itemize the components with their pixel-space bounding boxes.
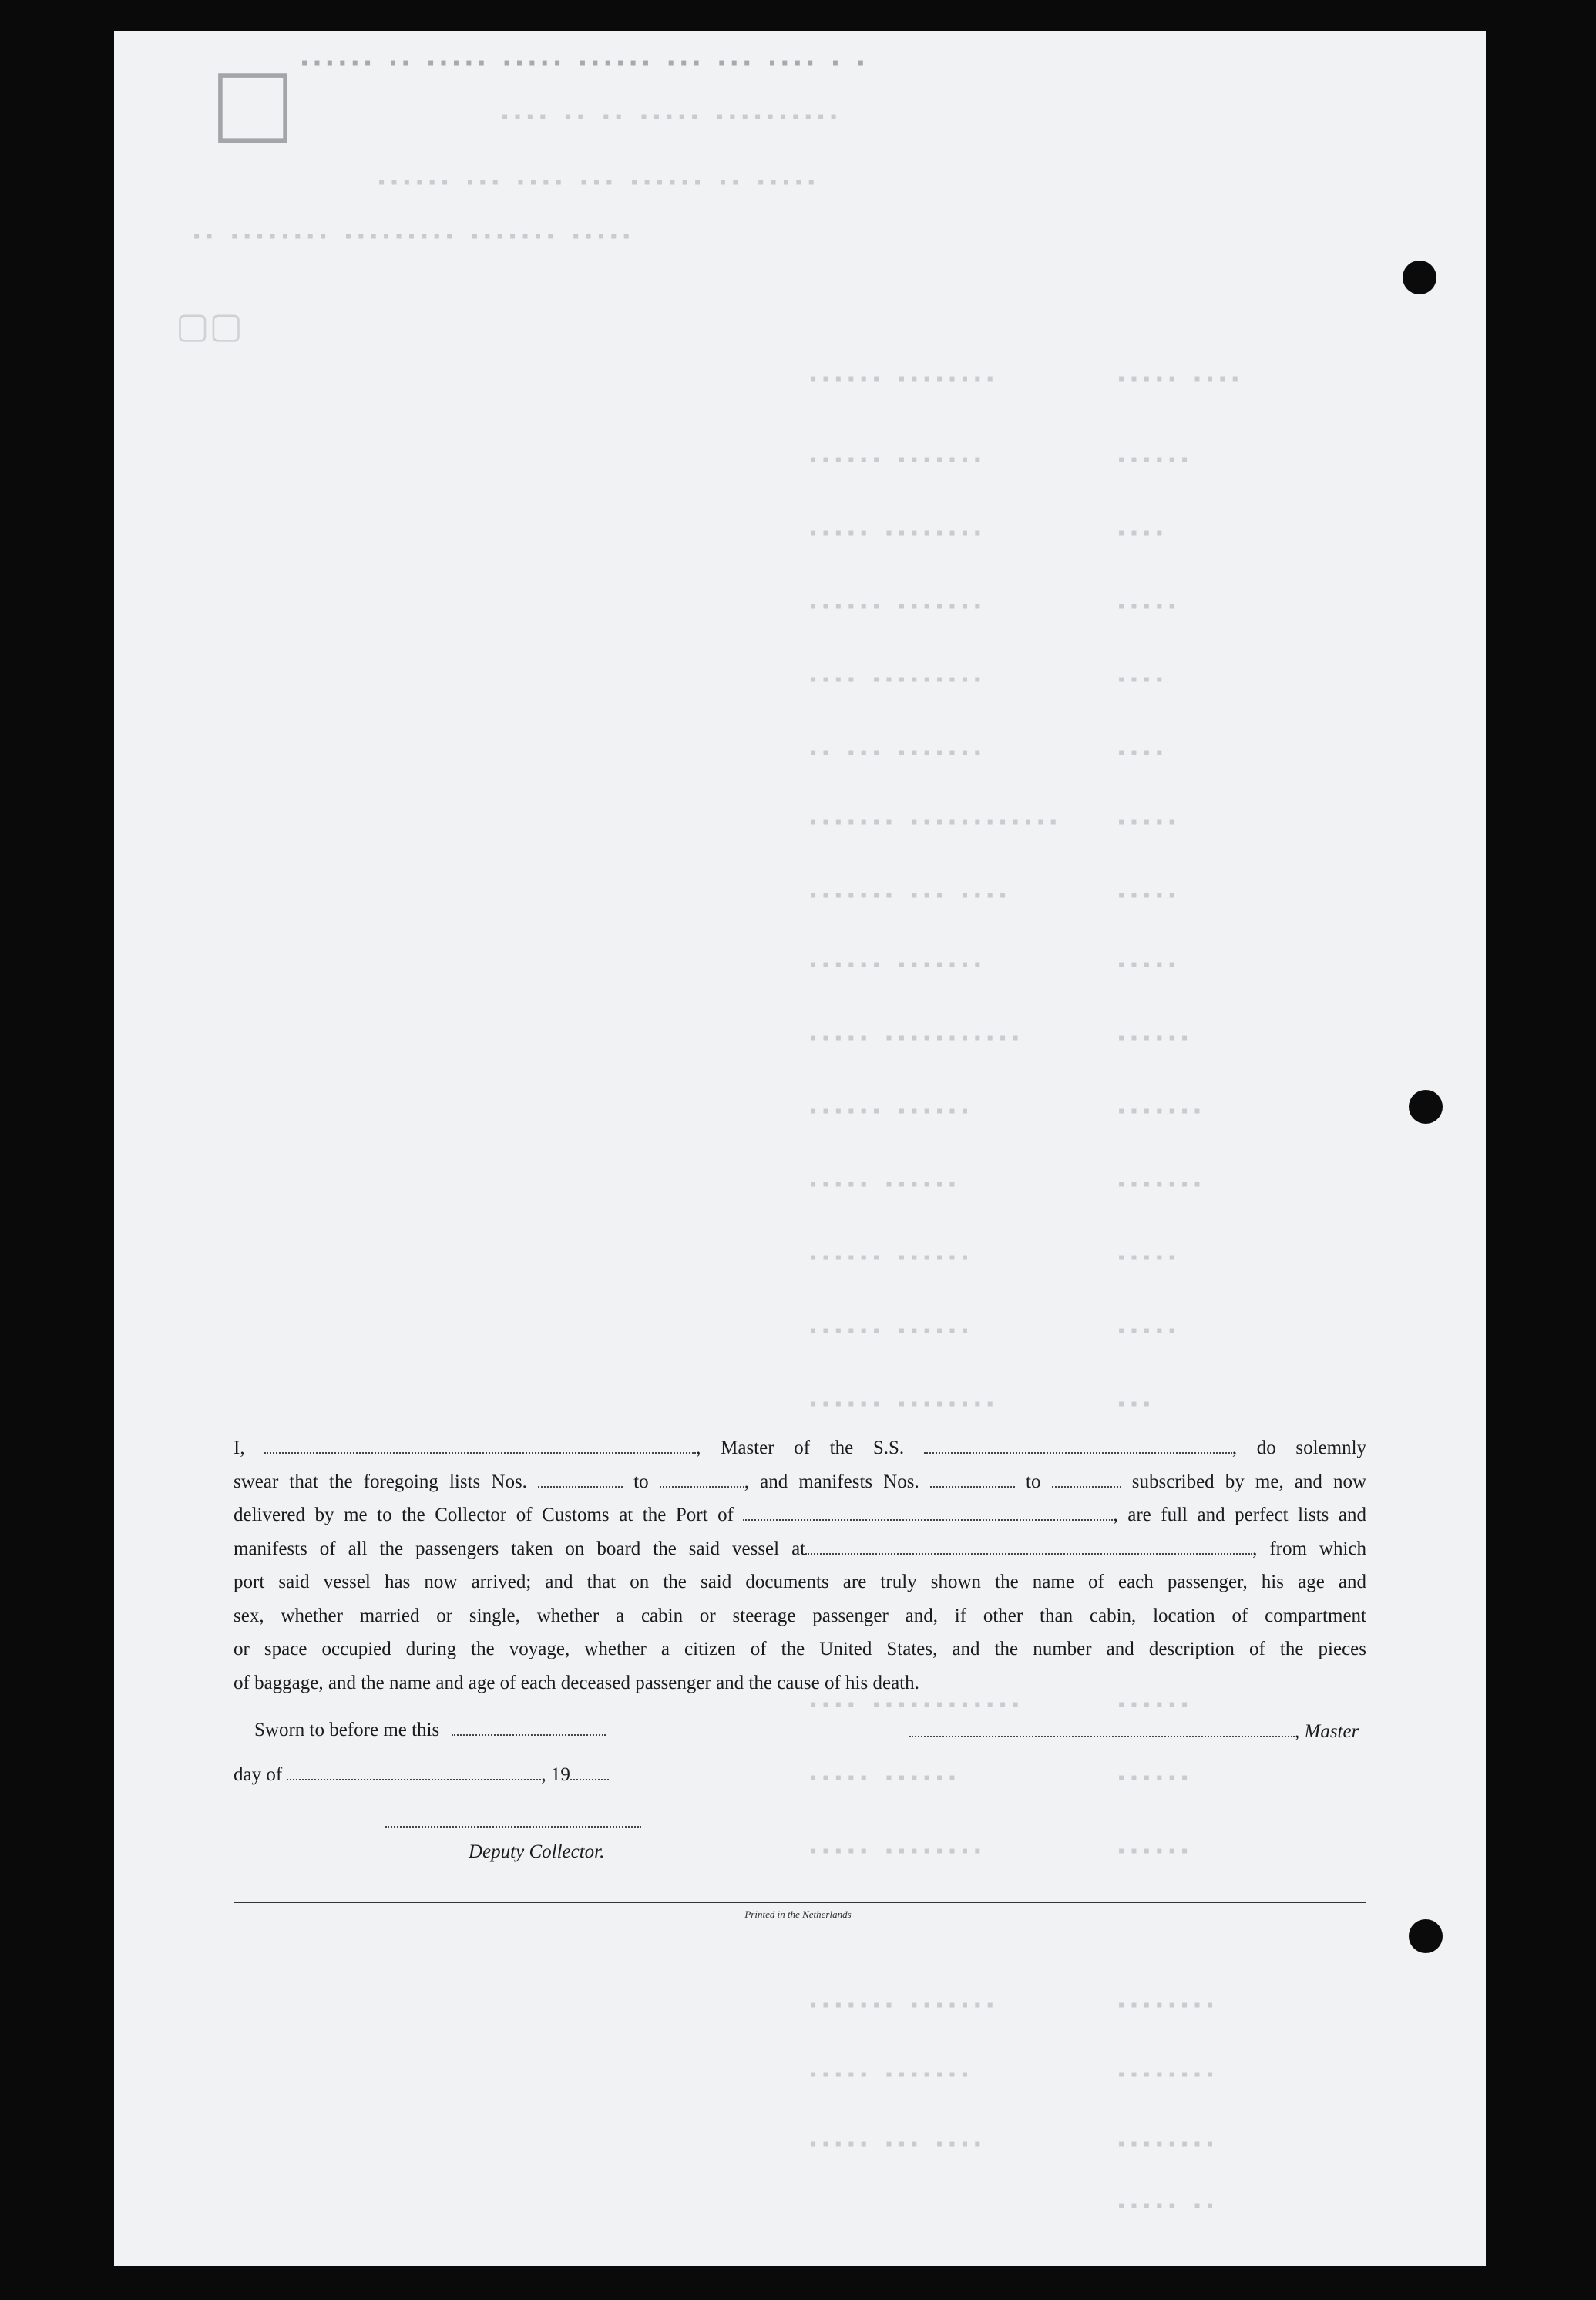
bleed-through-row: ▪▪▪▪▪	[1116, 1322, 1180, 1343]
master-label: , Master	[1295, 1721, 1359, 1742]
oath-line	[234, 1498, 1366, 1532]
bleed-through-row: ▪▪▪▪▪ ▪▪▪▪▪▪▪▪▪▪▪	[808, 1029, 1023, 1050]
bleed-through-row: ▪▪▪▪▪▪ ▪▪▪▪▪▪▪	[808, 597, 985, 618]
day-of-line	[234, 1764, 609, 1786]
binder-hole	[1403, 261, 1436, 294]
binder-hole	[1409, 1919, 1443, 1953]
bleed-through-number: ▢▢	[176, 306, 243, 345]
sworn-label: Sworn to before me this	[254, 1720, 440, 1740]
bleed-through-row: ▪▪▪▪▪ ▪▪▪▪▪▪	[808, 1769, 959, 1790]
bleed-through-header: ▪▪▪▪▪▪ ▪▪ ▪▪▪▪▪ ▪▪▪▪▪ ▪▪▪▪▪▪ ▪▪▪ ▪▪▪ ▪▪▪▪ ▪ ▪	[299, 54, 869, 75]
bleed-through-row: ▪▪▪▪▪ ▪▪▪▪▪▪▪▪	[808, 1842, 985, 1863]
bleed-through-row: ▪▪▪▪▪	[1116, 1249, 1180, 1269]
oath-text: manifests of all the passengers taken on board the said vessel at	[234, 1538, 806, 1559]
bleed-through-header: ▪▪▪▪▪▪ ▪▪▪ ▪▪▪▪ ▪▪▪ ▪▪▪▪▪▪ ▪▪ ▪▪▪▪▪	[376, 173, 819, 194]
bleed-through-row: ▪▪▪▪▪▪▪	[1116, 1102, 1205, 1123]
bleed-through-row: ▪▪▪▪▪▪ ▪▪▪▪▪▪	[808, 1102, 973, 1123]
bleed-through-row: ▪▪▪▪	[1116, 671, 1167, 691]
oath-text: , are full and perfect lists and	[1113, 1505, 1367, 1525]
bleed-through-row: ▪▪▪▪▪ ▪▪▪▪▪▪	[808, 1175, 959, 1196]
bleed-through-row: ▪▪▪▪▪▪▪ ▪▪▪▪▪▪▪▪▪▪▪▪	[808, 813, 1061, 834]
sworn-date-blank	[452, 1720, 606, 1736]
oath-text: to	[1026, 1471, 1041, 1492]
year-blank	[570, 1765, 609, 1780]
oath-line	[234, 1431, 1366, 1465]
day-blank	[287, 1765, 541, 1780]
bleed-through-row: ▪▪▪▪▪ ▪▪▪▪	[1116, 370, 1243, 391]
oath-text: , Master of the S.S.	[696, 1438, 905, 1458]
oath-paragraph	[234, 1431, 1366, 1700]
bleed-through-row: ▪▪▪▪▪▪ ▪▪▪▪▪▪▪	[808, 451, 985, 472]
bleed-through-row: ▪▪▪▪▪▪	[1116, 1696, 1192, 1717]
day-of-label: day of	[234, 1764, 283, 1785]
vessel-name-blank	[924, 1438, 1232, 1454]
bleed-through-row: ▪▪▪▪▪ ▪▪	[1116, 2197, 1218, 2218]
bleed-through-row: ▪▪▪▪▪▪▪▪	[1116, 2135, 1218, 2156]
oath-line	[234, 1465, 1366, 1499]
printer-imprint: Printed in the Netherlands	[744, 1908, 852, 1920]
oath-line	[234, 1532, 1366, 1566]
bleed-through-row: ▪▪▪▪▪▪ ▪▪▪▪▪▪	[808, 1249, 973, 1269]
bleed-through-row: ▪▪▪▪▪▪	[1116, 451, 1192, 472]
manifest-to-blank	[1052, 1472, 1121, 1488]
bleed-through-row: ▪▪▪▪▪	[1116, 597, 1180, 618]
master-signature-blank	[909, 1722, 1295, 1737]
bleed-through-row: ▪▪▪▪▪	[1116, 813, 1180, 834]
bleed-through-row: ▪▪▪▪▪	[1116, 886, 1180, 907]
bleed-through-row: ▪▪▪▪	[1116, 744, 1167, 765]
bleed-through-row: ▪▪ ▪▪▪ ▪▪▪▪▪▪▪	[808, 744, 985, 765]
bleed-through-row: ▪▪▪▪▪▪ ▪▪▪▪▪▪	[808, 1322, 973, 1343]
bleed-through-row: ▪▪▪▪	[1116, 524, 1167, 545]
bleed-through-row: ▪▪▪	[1116, 1395, 1154, 1416]
bleed-through-row: ▪▪▪▪▪▪▪▪	[1116, 2066, 1218, 2086]
master-signature-line	[909, 1721, 1359, 1743]
master-name-blank	[264, 1438, 696, 1454]
deputy-collector-label: Deputy Collector.	[469, 1841, 605, 1862]
bleed-through-row: ▪▪▪▪▪▪▪ ▪▪▪▪▪▪▪	[808, 1996, 998, 2017]
bleed-through-row: ▪▪▪▪▪▪▪ ▪▪▪ ▪▪▪▪	[808, 886, 1010, 907]
bleed-through-header: ▪▪ ▪▪▪▪▪▪▪▪ ▪▪▪▪▪▪▪▪▪ ▪▪▪▪▪▪▪ ▪▪▪▪▪	[191, 227, 634, 248]
year-label: , 19	[541, 1764, 570, 1785]
manifest-from-blank	[930, 1472, 1015, 1488]
oath-text: , from which	[1252, 1538, 1366, 1559]
bleed-through-row: ▪▪▪▪▪ ▪▪▪▪▪▪▪	[808, 2066, 973, 2086]
oath-line: or space occupied during the voyage, whether a citizen of the United States, and the number and description of the pieces	[234, 1639, 1366, 1659]
departure-port-blank	[805, 1539, 1252, 1555]
bleed-through-row: ▪▪▪▪▪▪	[1116, 1842, 1192, 1863]
oath-text: I,	[234, 1438, 245, 1458]
deputy-signature-blank-line	[385, 1811, 641, 1833]
oath-text: to	[633, 1471, 649, 1492]
oath-text: delivered by me to the Collector of Customs at the Port of	[234, 1505, 734, 1525]
footer-rule	[234, 1902, 1366, 1903]
port-blank	[743, 1505, 1113, 1521]
bleed-through-row: ▪▪▪▪▪▪ ▪▪▪▪▪▪▪▪	[808, 1395, 998, 1416]
bleed-through-row: ▪▪▪▪▪▪▪▪	[1116, 1996, 1218, 2017]
document-sheet	[114, 31, 1486, 2266]
bleed-through-row: ▪▪▪▪▪▪	[1116, 1029, 1192, 1050]
oath-text: , do solemnly	[1231, 1438, 1367, 1458]
bleed-through-mark: □	[217, 40, 288, 168]
oath-text: subscribed by me, and now	[1131, 1471, 1367, 1492]
bleed-through-row: ▪▪▪▪ ▪▪▪▪▪▪▪▪▪	[808, 671, 985, 691]
deputy-signature-blank	[385, 1812, 641, 1828]
oath-line: sex, whether married or single, whether a cabin or steerage passenger and, if other than cabin, location of compartment	[234, 1605, 1366, 1626]
oath-text: swear that the foregoing lists Nos.	[234, 1471, 527, 1492]
bleed-through-row: ▪▪▪▪▪ ▪▪▪ ▪▪▪▪	[808, 2135, 985, 2156]
bleed-through-row: ▪▪▪▪▪▪	[1116, 1769, 1192, 1790]
bleed-through-row: ▪▪▪▪▪	[1116, 956, 1180, 977]
list-from-blank	[538, 1472, 623, 1488]
bleed-through-row: ▪▪▪▪ ▪▪▪▪▪▪▪▪▪▪▪▪	[808, 1696, 1023, 1717]
oath-text: , and manifests Nos.	[744, 1471, 919, 1492]
sworn-line	[254, 1720, 606, 1741]
oath-line: of baggage, and the name and age of each deceased passenger and the cause of his death.	[234, 1672, 919, 1693]
bleed-through-header: ▪▪▪▪ ▪▪ ▪▪ ▪▪▪▪▪ ▪▪▪▪▪▪▪▪▪▪	[499, 108, 841, 129]
bleed-through-row: ▪▪▪▪▪▪ ▪▪▪▪▪▪▪	[808, 956, 985, 977]
bleed-through-row: ▪▪▪▪▪▪ ▪▪▪▪▪▪▪▪	[808, 370, 998, 391]
list-to-blank	[660, 1472, 744, 1488]
oath-line: port said vessel has now arrived; and that on the said documents are truly shown the name of each passenger, his age and	[234, 1572, 1366, 1592]
binder-hole	[1409, 1090, 1443, 1124]
bleed-through-row: ▪▪▪▪▪ ▪▪▪▪▪▪▪▪	[808, 524, 985, 545]
bleed-through-row: ▪▪▪▪▪▪▪	[1116, 1175, 1205, 1196]
